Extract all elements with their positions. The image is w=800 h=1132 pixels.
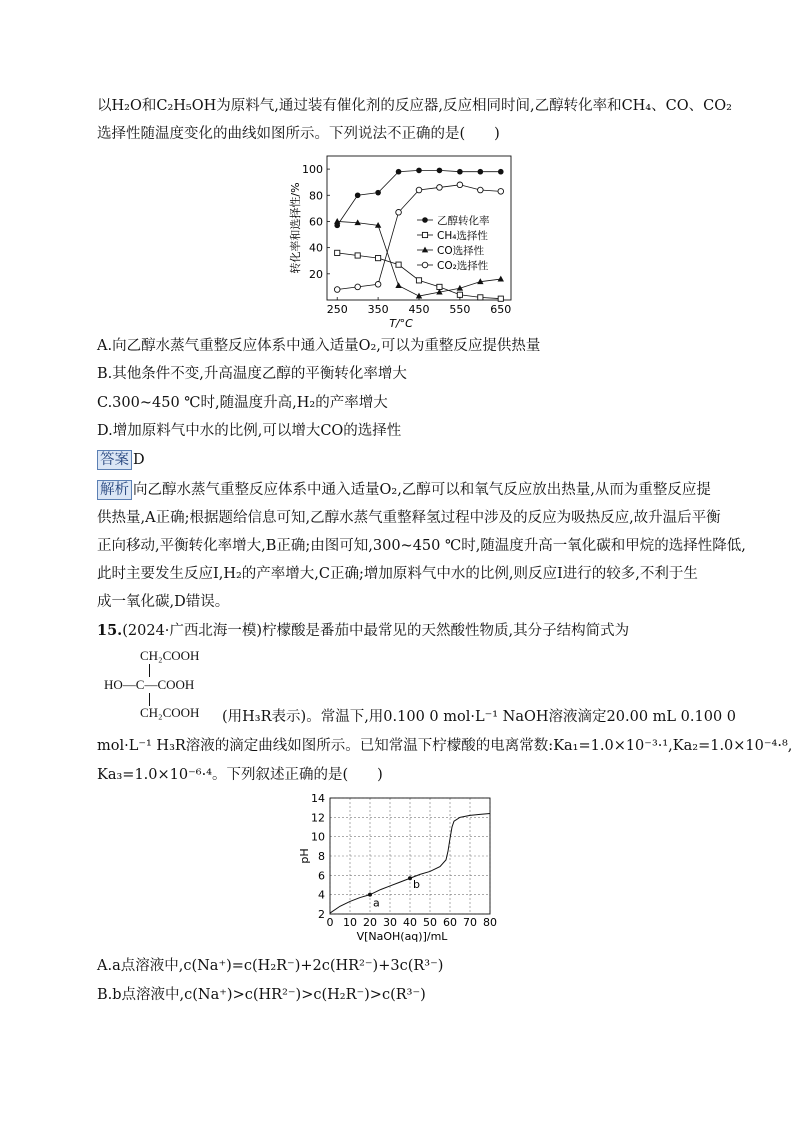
data-point: [437, 284, 442, 289]
data-point: [416, 187, 422, 193]
q14-stem-line-1: 以H₂O和C₂H₅OH为原料气,通过装有催化剂的反应器,反应相同时间,乙醇转化率和CH₄、CO、CO₂: [97, 98, 732, 114]
q14-stem-line-2: 选择性随温度变化的曲线如图所示。下列说法不正确的是( ): [97, 126, 500, 142]
answer-tag: 答案: [97, 450, 132, 470]
data-point: [437, 168, 443, 174]
legend-marker: [422, 247, 428, 253]
y-tick-label: 100: [302, 163, 323, 177]
legend-marker: [422, 262, 428, 268]
data-point: [498, 169, 504, 175]
data-point: [478, 295, 483, 300]
data-point: [416, 168, 422, 174]
q15-stem-line-3: mol·L⁻¹ H₃R溶液的滴定曲线如图所示。已知常温下柠檬酸的电离常数:Ka₁=1.0×10⁻³·¹,Ka₂=1.0×10⁻⁴·⁸,: [97, 738, 793, 754]
y-axis-label: pH: [298, 848, 311, 864]
point-label-a: a: [373, 896, 380, 910]
x-tick-label: 50: [423, 916, 437, 929]
data-point: [457, 292, 462, 297]
legend-label: 乙醇转化率: [437, 215, 490, 227]
y-tick-label: 4: [318, 888, 325, 902]
legend-label: CO₂选择性: [437, 260, 489, 272]
q15-number: 15.: [97, 622, 123, 639]
q15-stem-text: 柠檬酸是番茄中最常见的天然酸性物质,其分子结构简式为: [262, 623, 630, 639]
y-tick-label: 60: [309, 215, 323, 229]
q14-answer-row: [97, 450, 710, 470]
legend-marker: [422, 232, 427, 237]
q15-stem-line-1: [97, 621, 710, 641]
point-label-b: b: [413, 878, 420, 892]
y-tick-label: 10: [311, 830, 325, 844]
structure-middle: HO—C—COOH: [104, 677, 195, 692]
data-point: [335, 250, 340, 255]
x-tick-label: 20: [363, 916, 377, 929]
q15-source: (2024·广西北海一模): [122, 623, 263, 639]
data-point: [375, 281, 381, 287]
x-tick-label: 450: [408, 303, 430, 316]
y-axis-label: 转化率和选择性/%: [289, 182, 302, 274]
y-tick-label: 12: [311, 811, 325, 825]
legend-marker: [422, 217, 428, 223]
legend-label: CH₄选择性: [437, 230, 488, 242]
data-point: [498, 189, 504, 195]
data-point: [498, 296, 503, 301]
q14-option-a: A.向乙醇水蒸气重整反应体系中通入适量O₂,可以为重整反应提供热量: [97, 338, 541, 354]
x-tick-label: 550: [449, 303, 471, 316]
legend-label: CO选择性: [437, 245, 485, 257]
data-point: [396, 262, 401, 267]
q14-analysis-line-5: 成一氧化碳,D错误。: [97, 594, 230, 610]
data-point: [457, 182, 463, 188]
data-point: [355, 253, 360, 258]
q15-option-b: B.b点溶液中,c(Na⁺)>c(HR²⁻)>c(H₂R⁻)>c(R³⁻): [97, 987, 426, 1003]
data-point: [478, 187, 484, 193]
data-point: [355, 284, 361, 290]
analysis-tag: 解析: [97, 480, 132, 500]
q14-analysis-line-4: 此时主要发生反应Ⅰ,H₂的产率增大,C正确;增加原料气中水的比例,则反应Ⅰ进行的较多,不利于生: [97, 566, 698, 582]
x-tick-label: 40: [403, 916, 417, 929]
x-tick-label: 70: [463, 916, 477, 929]
x-tick-label: 30: [383, 916, 397, 929]
q15-stem-line-2: (用H₃R表示)。常温下,用0.100 0 mol·L⁻¹ NaOH溶液滴定20.00 mL 0.100 0: [222, 709, 736, 725]
data-point: [437, 185, 443, 191]
y-tick-label: 40: [309, 241, 323, 255]
y-tick-label: 20: [309, 267, 323, 281]
x-tick-label: 0: [326, 916, 334, 929]
data-point: [457, 169, 463, 175]
analysis-text-1: 向乙醇水蒸气重整反应体系中通入适量O₂,乙醇可以和氧气反应放出热量,从而为重整反应提: [133, 482, 711, 498]
q14-analysis-line-1: [97, 480, 710, 500]
data-point: [334, 287, 340, 293]
q14-analysis-line-3: 正向移动,平衡转化率增大,B正确;由图可知,300~450 ℃时,随温度升高一氧化碳和甲烷的选择性降低,: [97, 538, 746, 554]
y-tick-label: 14: [311, 792, 325, 805]
x-tick-label: 650: [490, 303, 512, 316]
data-point: [416, 278, 421, 283]
q14-option-c: C.300~450 ℃时,随温度升高,H₂的产率增大: [97, 395, 388, 411]
data-point: [395, 282, 401, 288]
q14-option-b: B.其他条件不变,升高温度乙醇的平衡转化率增大: [97, 366, 407, 382]
answer-value: D: [133, 452, 145, 468]
q15-option-a: A.a点溶液中,c(Na⁺)=c(H₂R⁻)+2c(HR²⁻)+3c(R³⁻): [97, 958, 444, 974]
y-tick-label: 8: [318, 850, 325, 863]
q15-stem-line-4: Ka₃=1.0×10⁻⁶·⁴。下列叙述正确的是( ): [97, 767, 383, 783]
point-a: [368, 893, 372, 897]
data-point: [498, 276, 504, 282]
x-axis-label: V[NaOH(aq)]/mL: [356, 930, 448, 943]
x-tick-label: 80: [483, 916, 497, 929]
q14-option-d: D.增加原料气中水的比例,可以增大CO的选择性: [97, 423, 402, 439]
data-point: [334, 218, 340, 224]
x-tick-label: 60: [443, 916, 457, 929]
q14-analysis-line-2: 供热量,A正确;根据题给信息可知,乙醇水蒸气重整释氢过程中涉及的反应为吸热反应,故升温后平衡: [97, 510, 721, 526]
temperature-chart: [285, 150, 525, 332]
data-point: [396, 169, 402, 175]
data-point: [376, 256, 381, 261]
y-tick-label: 6: [318, 869, 325, 883]
data-point: [375, 190, 381, 196]
data-point: [478, 169, 484, 175]
y-tick-label: 80: [309, 189, 323, 203]
x-tick-label: 350: [367, 303, 389, 316]
titration-chart: [290, 788, 510, 946]
data-point: [355, 192, 361, 198]
x-axis-label: T/°C: [389, 317, 413, 330]
structure-top: CH₂COOH: [140, 648, 200, 663]
data-point: [396, 209, 402, 215]
structure-bottom: CH₂COOH: [140, 705, 200, 720]
point-b: [408, 876, 412, 880]
x-tick-label: 10: [343, 916, 357, 929]
y-tick-label: 2: [318, 908, 325, 921]
x-tick-label: 250: [326, 303, 348, 316]
